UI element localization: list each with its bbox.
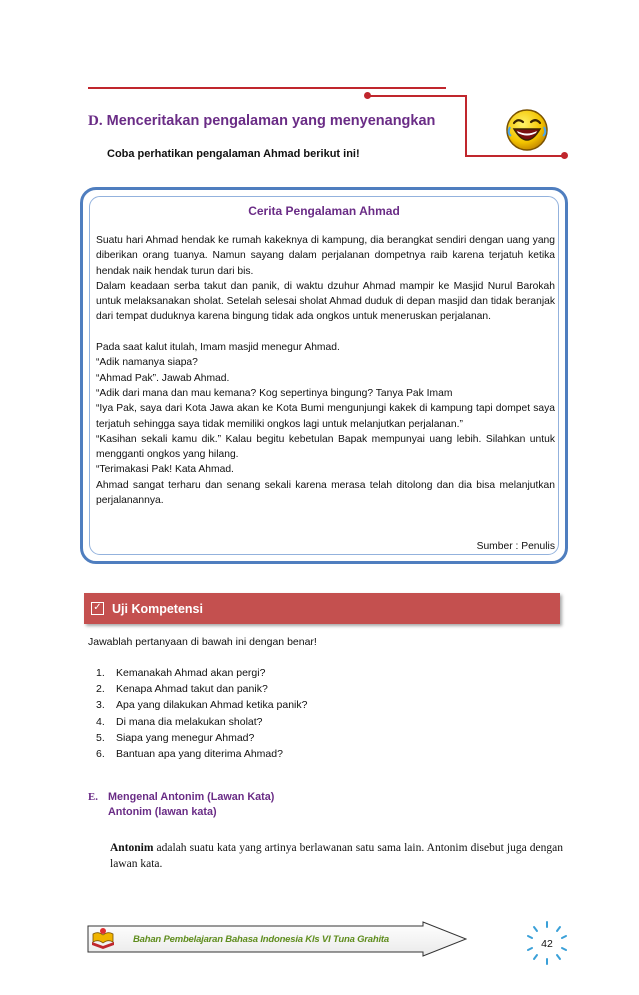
antonym-definition bbox=[110, 840, 563, 872]
story-dialogue: “Kasihan sekali kamu dik.” Kalau begitu kebetulan Bapak mempunyai uang lebih. Silahkan untuk mengganti ongkos yang hilang. bbox=[96, 433, 555, 461]
definition-text: adalah suatu kata yang artinya berlawanan satu sama lain. Antonim disebut juga dengan lawan kata. bbox=[110, 842, 563, 870]
question-text: Kenapa Ahmad takut dan panik? bbox=[116, 683, 268, 696]
question-text: Siapa yang menegur Ahmad? bbox=[116, 731, 255, 744]
header-rule bbox=[88, 87, 446, 89]
banner-label: Uji Kompetensi bbox=[112, 601, 203, 616]
list-item: 1. Kemanakah Ahmad akan pergi? bbox=[96, 667, 266, 679]
story-dialogue: “Iya Pak, saya dari Kota Jawa akan ke Kota Bumi mengunjungi kakek di kampung tapi dompet saya terjatuh sehingga saya tidak memiliki ongkos lagi untuk melanjutkan perjalanan.” bbox=[96, 403, 555, 430]
list-item: 2. Kenapa Ahmad takut dan panik? bbox=[96, 683, 268, 696]
header-deco-dot-right bbox=[561, 152, 568, 159]
story-source: Sumber : Penulis bbox=[476, 541, 555, 552]
story-text bbox=[96, 233, 555, 508]
story-dialogue: “Adik dari mana dan mau kemana? Kog sepertinya bingung? Tanya Pak Imam bbox=[96, 387, 453, 399]
footer-book-title: Bahan Pembelajaran Bahasa Indonesia Kls VI Tuna Grahita bbox=[133, 934, 389, 945]
competency-banner bbox=[84, 593, 560, 624]
story-paragraph: Suatu hari Ahmad hendak ke rumah kakeknya di kampung, dia berangkat sendiri dengan uang yang diberikan orang tuanya. Namun sayang dalam perjalanan dompetnya raib karena terjatuh ketika hendak naik hendak turun dari bis. bbox=[96, 235, 555, 277]
story-dialogue: “Ahmad Pak”. Jawab Ahmad. bbox=[96, 372, 230, 384]
section-letter: D. bbox=[88, 113, 103, 129]
story-title: Cerita Pengalaman Ahmad bbox=[248, 204, 400, 218]
header-deco-line-vertical bbox=[465, 95, 467, 157]
section-title: Menceritakan pengalaman yang menyenangkan bbox=[106, 113, 436, 129]
section-letter: E. bbox=[88, 791, 98, 803]
question-text: Bantuan apa yang diterima Ahmad? bbox=[116, 748, 283, 761]
section-e-heading bbox=[88, 790, 274, 820]
story-dialogue: “Adik namanya siapa? bbox=[96, 357, 198, 369]
header-deco-line bbox=[367, 95, 466, 97]
list-item: 5. Siapa yang menegur Ahmad? bbox=[96, 731, 255, 744]
section-title: Mengenal Antonim (Lawan Kata) bbox=[108, 791, 275, 803]
question-instruction: Jawablah pertanyaan di bawah ini dengan benar! bbox=[88, 636, 317, 648]
header-deco-dot bbox=[364, 92, 371, 99]
question-text: Di mana dia melakukan sholat? bbox=[116, 715, 263, 728]
story-paragraph: Ahmad sangat terharu dan senang sekali karena merasa telah ditolong dan dia bisa melanjutkan perjalanannya. bbox=[96, 479, 555, 507]
story-paragraph: Dalam keadaan serba takut dan panik, di waktu dzuhur Ahmad mampir ke Masjid Nurul Barokah untuk melaksanakan sholat. Setelah selesai sholat Ahmad duduk di depan masjid dan tidak beranjak dari tempat duduknya karena bingung tidak ada ongkos untuk meneruskan perjalanan. bbox=[96, 280, 555, 323]
intro-text: Coba perhatikan pengalaman Ahmad berikut ini! bbox=[107, 148, 360, 160]
checkbox-icon: ✓ bbox=[91, 602, 104, 615]
story-box bbox=[80, 187, 568, 564]
list-item: 4. Di mana dia melakukan sholat? bbox=[96, 715, 263, 728]
laughing-face-icon bbox=[503, 105, 551, 153]
question-list bbox=[96, 665, 307, 762]
header-deco-line-lower bbox=[465, 155, 565, 157]
section-d-heading bbox=[88, 113, 435, 130]
list-item: 6. Bantuan apa yang diterima Ahmad? bbox=[96, 748, 283, 761]
definition-term: Antonim bbox=[110, 842, 154, 854]
story-paragraph: Pada saat kalut itulah, Imam masjid menegur Ahmad. bbox=[96, 342, 340, 354]
book-logo-icon bbox=[90, 926, 116, 950]
question-text: Kemanakah Ahmad akan pergi? bbox=[116, 667, 266, 679]
page-number: 42 bbox=[541, 938, 553, 950]
section-subtitle: Antonim (lawan kata) bbox=[108, 806, 217, 818]
story-dialogue: “Terimakasi Pak! Kata Ahmad. bbox=[96, 464, 234, 476]
list-item: 3. Apa yang dilakukan Ahmad ketika panik? bbox=[96, 699, 308, 712]
question-text: Apa yang dilakukan Ahmad ketika panik? bbox=[116, 699, 308, 712]
